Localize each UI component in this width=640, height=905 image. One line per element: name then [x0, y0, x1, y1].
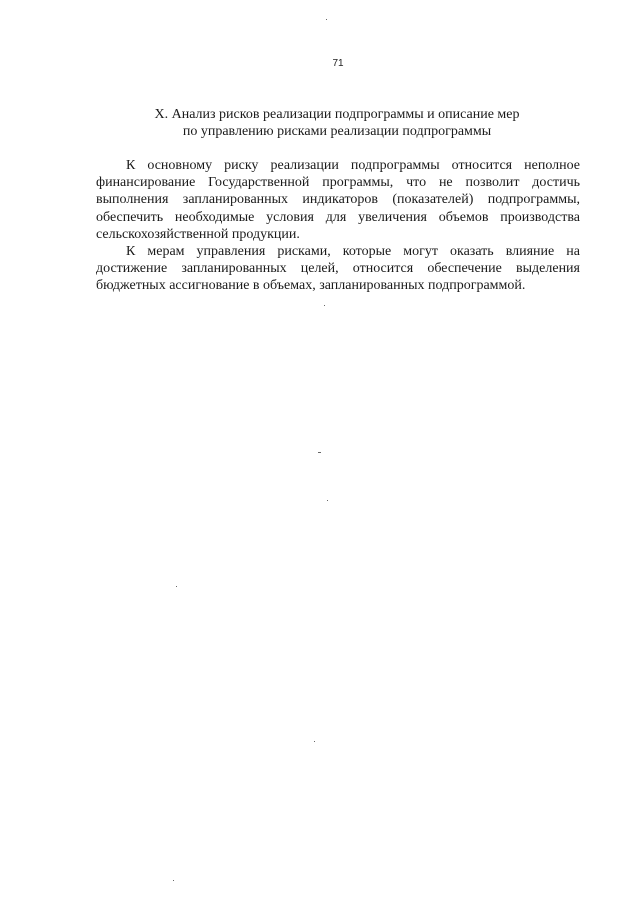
scan-speck [176, 586, 177, 587]
paragraph-risk: К основному риску реализации подпрограммы относится неполное финансирование Государственной программы, что не позволит достичь выполнения запланированных индикаторов (показателей) подпрограммы, обеспечить необходимые условия для увеличения объемов производства сельскохозяйственной продукции. [96, 158, 580, 242]
body-text [96, 157, 580, 295]
scan-speck [324, 305, 325, 306]
scan-speck [314, 741, 315, 742]
scan-speck [173, 880, 174, 881]
page-number: 71 [332, 58, 344, 69]
section-title-line-2: по управлению рисками реализации подпрограммы [182, 124, 492, 139]
scan-speck [327, 500, 328, 501]
scan-speck [318, 452, 321, 453]
section-title-line-1: X. Анализ рисков реализации подпрограммы и описание мер [154, 107, 520, 122]
paragraph-measures: К мерам управления рисками, которые могут оказать влияние на достижение запланированных целей, относится обеспечение выделения бюджетных ассигнование в объемах, запланированных подпрограммой. [96, 244, 580, 294]
scan-speck [326, 19, 327, 20]
section-title [95, 106, 579, 140]
